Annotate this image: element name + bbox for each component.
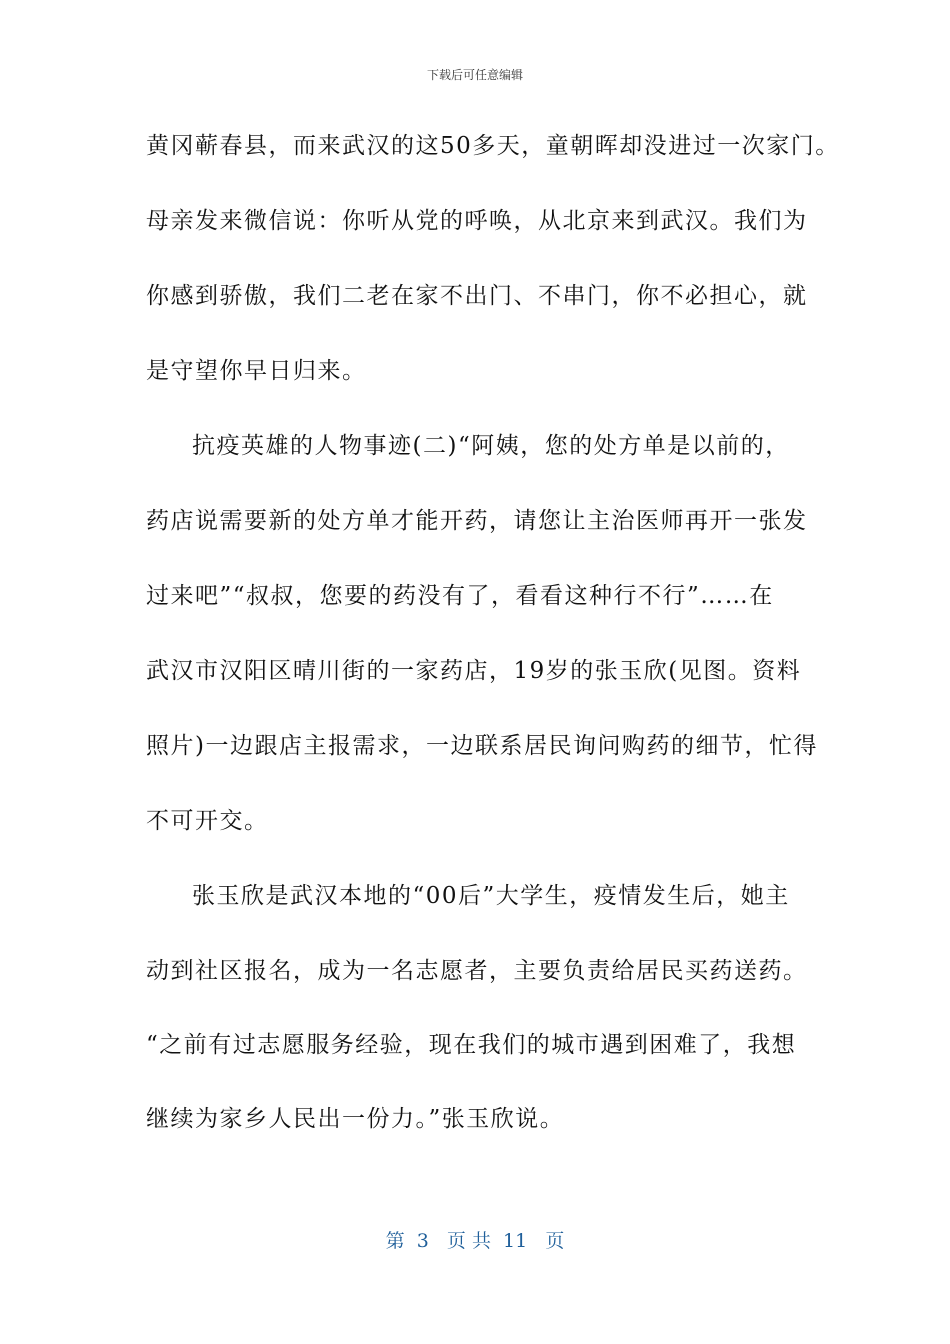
body-line-7: 过来吧”“叔叔，您要的药没有了，看看这种行不行”……在 (146, 583, 774, 609)
body-line-13: “之前有过志愿服务经验，现在我们的城市遇到困难了，我想 (146, 1032, 797, 1058)
body-line-4: 是守望你早日归来。 (146, 358, 367, 384)
page-header: 下载后可任意编辑 (426, 68, 523, 82)
body-line-11: 张玉欣是武汉本地的“00后”大学生，疫情发生后，她主 (192, 883, 790, 909)
body-line-10: 不可开交。 (146, 808, 269, 834)
page-footer: 第 3 页 共 11 页 (385, 1230, 565, 1252)
body-line-9: 照片)一边跟店主报需求，一边联系居民询问购药的细节，忙得 (146, 733, 818, 759)
body-line-5: 抗疫英雄的人物事迹(二)“阿姨，您的处方单是以前的， (192, 433, 790, 459)
body-line-12: 动到社区报名，成为一名志愿者，主要负责给居民买药送药。 (146, 958, 808, 984)
body-line-8: 武汉市汉阳区晴川街的一家药店，19岁的张玉欣(见图。资料 (146, 658, 802, 684)
body-line-3: 你感到骄傲，我们二老在家不出门、不串门，你不必担心，就 (146, 283, 808, 309)
body-line-1: 黄冈蕲春县，而来武汉的这50多天，童朝晖却没进过一次家门。 (146, 133, 840, 159)
body-line-6: 药店说需要新的处方单才能开药，请您让主治医师再开一张发 (146, 508, 808, 534)
body-line-14: 继续为家乡人民出一份力。”张玉欣说。 (146, 1106, 565, 1132)
body-line-2: 母亲发来微信说：你听从党的呼唤，从北京来到武汉。我们为 (146, 208, 808, 234)
